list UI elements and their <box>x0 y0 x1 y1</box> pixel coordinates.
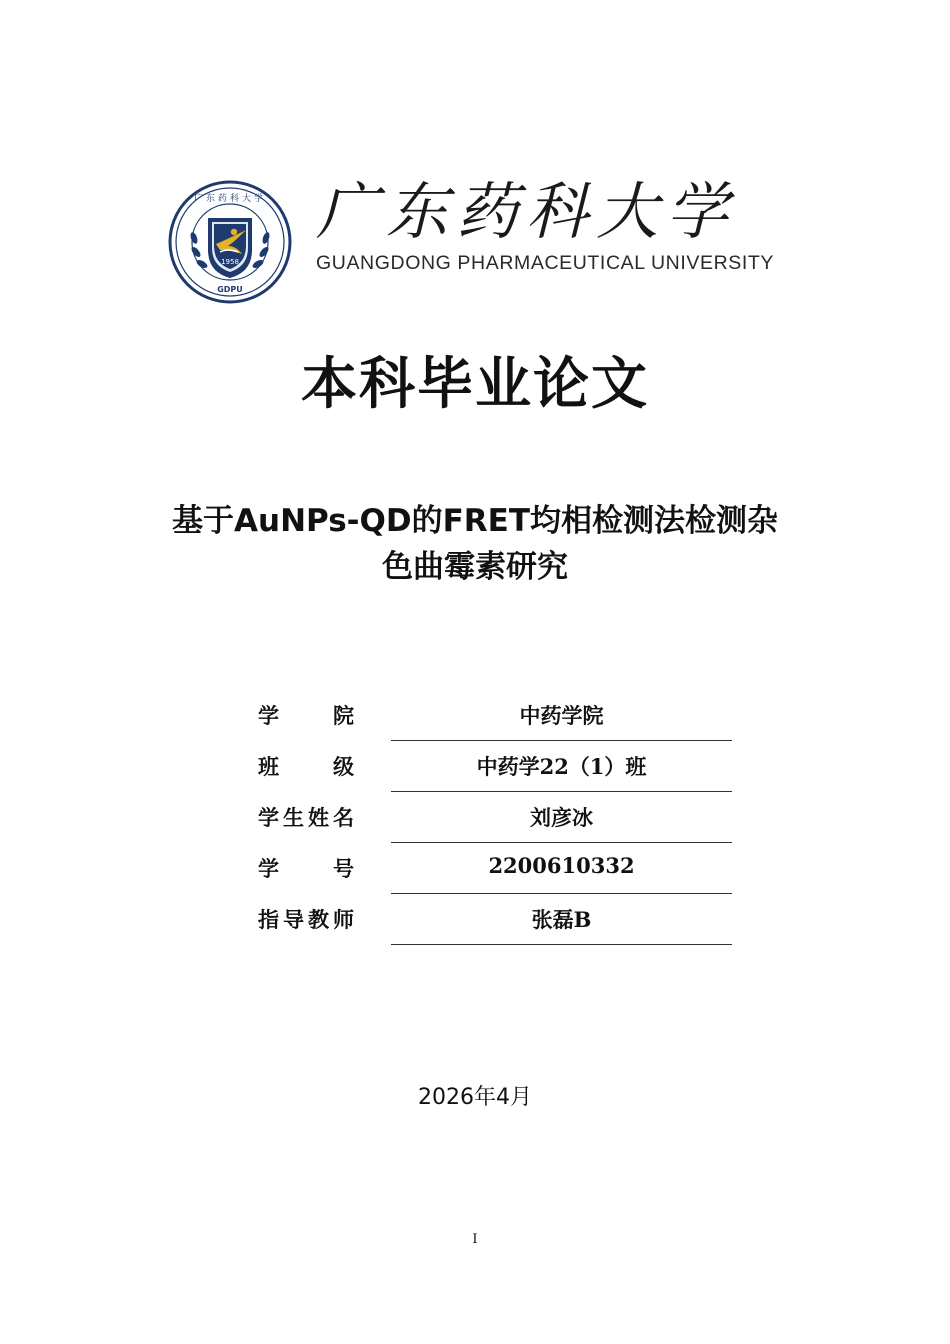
info-value: 张磊B <box>531 907 592 932</box>
info-value: 2200610332 <box>488 853 635 878</box>
info-label: 学 院 <box>258 704 354 728</box>
info-label: 班 级 <box>258 755 354 779</box>
university-seal-icon <box>168 180 292 304</box>
info-label: 学生姓名 <box>258 806 354 830</box>
info-value: 刘彦冰 <box>530 805 593 830</box>
info-label: 学 号 <box>258 857 354 881</box>
university-name-zh: 广东药科大学 <box>316 175 737 248</box>
info-row-class <box>258 741 733 792</box>
thesis-title-line: 色曲霉素研究 <box>382 549 568 585</box>
info-row-advisor <box>258 894 733 945</box>
document-type: 本科毕业论文 <box>301 352 649 417</box>
info-label: 指导教师 <box>258 908 354 932</box>
info-value: 中药学22（1）班 <box>476 754 647 779</box>
university-name-en: GUANGDONG PHARMACEUTICAL UNIVERSITY <box>316 252 774 274</box>
info-row-student-name <box>258 792 733 843</box>
info-table <box>258 690 733 945</box>
info-row-student-id <box>258 843 733 894</box>
seal-year: 1958 <box>221 258 239 266</box>
info-row-college <box>258 690 733 741</box>
page-number: I <box>472 1232 478 1247</box>
submission-date: 2026年4月 <box>418 1085 532 1110</box>
seal-arc-text: 广东药科大学 <box>193 194 267 204</box>
info-value: 中药学院 <box>519 703 604 728</box>
university-logo <box>168 172 774 302</box>
thesis-title <box>100 498 850 590</box>
underline <box>391 944 732 945</box>
seal-abbr: GDPU <box>217 285 243 294</box>
thesis-title-line: 基于AuNPs-QD的FRET均相检测法检测杂 <box>172 503 778 539</box>
